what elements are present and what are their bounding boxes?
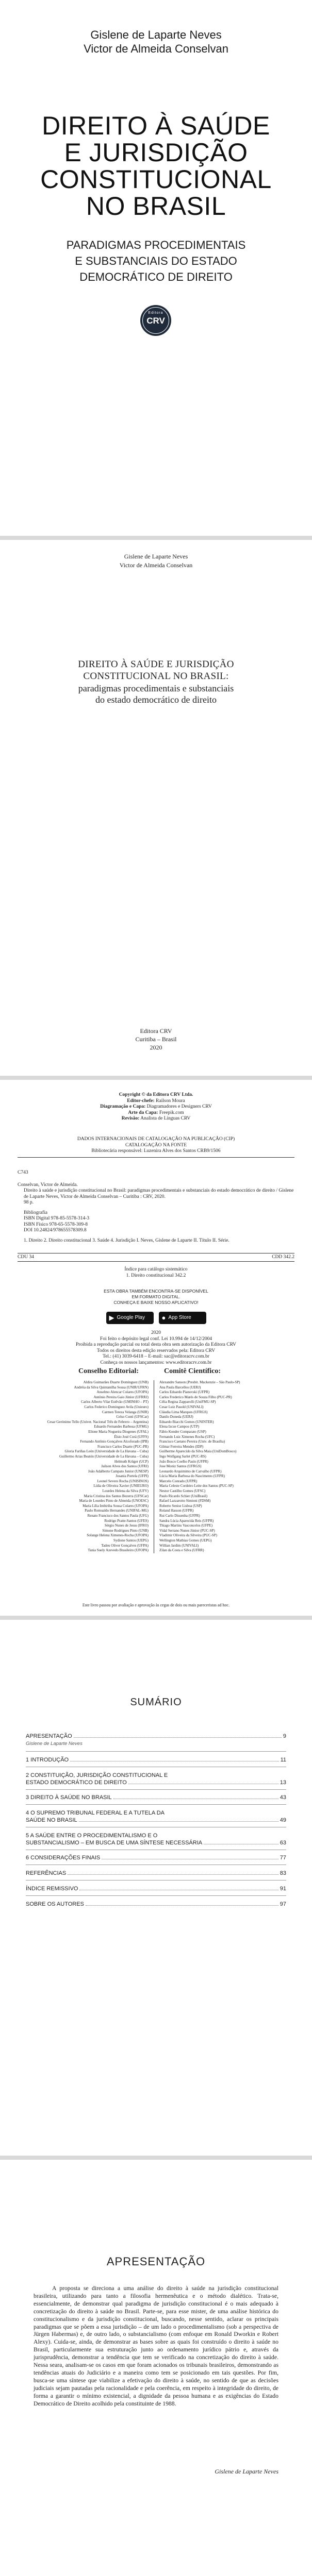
toc-label: 1 INTRODUÇÃO [26, 1757, 69, 1763]
cdu-code: CDU 34 [18, 1255, 34, 1260]
cover-title-line: DIREITO À SAÚDE [42, 111, 270, 140]
toc-item-referencias[interactable] [26, 1870, 286, 1876]
board-member: Maria Celeste Cordeiro Leite dos Santos (PUC-SP) [159, 1484, 234, 1488]
play-icon: ▶ [109, 1314, 114, 1322]
board-member: Zilan da Costa e Silva (UFRR) [159, 1548, 204, 1553]
title-page-subtitle-line: paradigmas procedimentais e substanciais [78, 683, 234, 693]
toc-label: 4 O SUPREMO TRIBUNAL FEDERAL E A TUTELA DA [26, 1810, 165, 1816]
board-member: Carlos Federico Dominguez Avila (Unieuro) [84, 1404, 149, 1409]
toc-label: 6 CONSIDERAÇÕES FINAIS [26, 1855, 101, 1861]
catalog-entry [18, 1170, 294, 1244]
catalog-code: C743 [18, 1170, 28, 1175]
board-member: Rodrigo Pratte-Santos (UFES) [104, 1518, 149, 1523]
title-page-title [0, 658, 312, 682]
summary-title: SUMÁRIO [130, 1697, 182, 1708]
title-page-subtitle [0, 683, 312, 705]
divider [26, 1804, 286, 1805]
board-member: Maria Cristina dos Santos Bezerra (UFSCar) [84, 1494, 149, 1498]
legal-line: Tel.: (41) 3039-6418 – E-mail: sac@editoracrv.com.br [103, 1354, 209, 1359]
toc-item-direito-saude[interactable] [26, 1794, 286, 1801]
board-member: Paulo Romualdo Hernandes (UNIFAL-MG) [85, 1509, 149, 1513]
board-member: Sydione Santos (UEPG) [113, 1538, 149, 1543]
toc-label: ÍNDICE REMISSIVO [26, 1886, 78, 1892]
toc-page: 49 [280, 1817, 286, 1823]
presentation-body: A proposta se direciona a uma análise do direito à saúde na jurisdição constitucional brasileira, utilizando para tanto a filosofia hermenêutica e o método dialético. Trata-se, essencialmente, de demonstrar qual paradigma de jurisdição constitucional é o mais adequado à concretização do direito à saúde no Brasil. Parte-se, para esse mister, de uma análise histórica do constitucionalismo e da jurisdição constitucional, buscando, nesse sentido, aclarar os principais paradigmas que se põem a essa jurisdição – de um lado o procedimentalismo (sob a perspectiva de Jürgen Habermas) e, de outro lado, o substancialismo (com enfoque em Ronald Dworkin e Robert Alexy). Cuida-se, ainda, de demonstrar as bases sobre as quais foi construído o direito à saúde no Brasil, particularmente sua estruturação junto ao ordenamento jurídico pátrio e, através da jurisprudência, demonstrar a tendência que tem se verificado na concretização do direito à saúde. Nessa seara, analisam-se os casos em que foram acionados os tribunais brasileiros, demonstrando as tendências atuais do Judiciário e a maneira como tem se posicionado em tais questões. Por fim, busca-se uma síntese que viabilize a efetivação do direito à saúde, no sentido de que as decisões judiciais sejam pautadas pela racionalidade e pela coerência, em respeito à integridade do direito, de forma a garantir o mínimo existencial, a dignidade da pessoa humana e as exigências do Estado Democrático de Direito acolhido pela constituinte de 1988. [34, 2285, 278, 2407]
board-member: Fábio Konder Comparato (USP) [159, 1429, 206, 1434]
toc-page: 9 [283, 1733, 286, 1739]
toc-leader [70, 1757, 278, 1761]
board-member: Vladimir Oliveira da Silveira (PUC-SP) [159, 1533, 217, 1538]
toc-item-stf[interactable] [26, 1809, 286, 1824]
presentation-signature: Gislene de Laparte Neves [215, 2468, 278, 2475]
google-play-badge[interactable] [106, 1312, 154, 1324]
board-member: Roberto Senise Lisboa (USP) [159, 1503, 202, 1508]
publisher-name: Editora CRV [140, 1027, 172, 1035]
toc-item-apresentacao[interactable] [26, 1733, 286, 1739]
board-member: Lídia de Oliveira Xavier (UNIEURO) [93, 1484, 149, 1488]
summary-page [0, 1620, 312, 2156]
catalog-subjects: 1. Direito 2. Direito constitucional 3. Saúde 4. Jurisdição I. Neves, Gislene de Laparte II. Título II. Série. [24, 1238, 229, 1243]
toc-item-author: Gislene de Laparte Neves [26, 1741, 83, 1747]
toc-item-constituicao[interactable] [26, 1772, 286, 1786]
toc-leader [113, 1795, 278, 1799]
legal-line: Conheça os nossos lançamentos: www.editoracrv.com.br [100, 1360, 212, 1365]
cover-title-line: CONSTITUCIONAL [40, 165, 272, 194]
board-member: Vidal Serrano Nunes Júnior (PUC-SP) [159, 1528, 215, 1533]
toc-label-cont: SUBSTANCIALISMO – EM BUSCA DE UMA SÍNTESE NECESSÁRIA [26, 1840, 203, 1846]
cip-line: CATALOGAÇÃO NA FONTE [125, 1142, 187, 1148]
toc-leader [204, 1840, 278, 1844]
toc-label-cont: ESTADO DEMOCRÁTICO DE DIREITO [26, 1780, 127, 1786]
board-member: Simone Rodrigues Pinto (UNB) [102, 1528, 149, 1533]
toc-page: 13 [280, 1780, 286, 1786]
toc-leader [86, 1902, 278, 1906]
index-line: 1. Direito constitucional 342.2 [126, 1273, 186, 1278]
cover-author: Gislene de Laparte Neves [90, 28, 222, 41]
board-member: Danilo Doneda (UERJ) [159, 1415, 193, 1419]
cover-title-line: NO BRASIL [86, 192, 226, 221]
divider [18, 1157, 294, 1158]
apple-icon: ● [161, 1314, 166, 1322]
board-member: Sandra Lúcia Aparecida Reis (UFPR) [159, 1518, 214, 1523]
copyright-page [0, 1080, 312, 1616]
cover-subtitle-line: PARADIGMAS PROCEDIMENTAIS [66, 239, 246, 251]
toc-item-autores[interactable] [26, 1901, 286, 1907]
ebook-line: CONHEÇA E BAIXE NOSSO APLICATIVO! [113, 1300, 199, 1305]
legal-line: 2020 [151, 1330, 161, 1335]
board-member: Sérgio Nunes de Jesus (IFRO) [104, 1523, 149, 1528]
app-store-label: App Store [168, 1315, 191, 1321]
board-member: Thiago Martins Vasconcelos (UFPE) [159, 1523, 213, 1528]
publication-year: 2020 [150, 1044, 162, 1051]
title-page-publisher [0, 1027, 312, 1052]
board-member: Célia Regina Zapparolli (UniFMU-SP) [159, 1400, 216, 1404]
board-member: Celso Conti (UFSCar) [116, 1415, 149, 1419]
board-member: Alexandre Sanson (Presbit. Mackenzie – São Paulo-SP) [159, 1380, 240, 1384]
index-line: Índice para catálogo sistemático [124, 1267, 188, 1272]
board-member: Cesar Gerónimo Tello (Univer. Nacional Três de Febrero – Argentina) [47, 1419, 149, 1424]
credits-block [0, 1092, 312, 1122]
toc-item-introducao[interactable] [26, 1757, 286, 1763]
board-member: Carlos Frederico Marés de Souza Filho (PUC-PR) [159, 1395, 232, 1399]
divider [18, 1261, 294, 1262]
board-member: Aldira Guimarães Duarte Domínguez (UNB) [83, 1380, 149, 1384]
credit-line: Revisão: Analista de Línguas CRV [121, 1116, 191, 1121]
board-member: Lúcia Maria Barbosa do Nascimento (UFPR) [159, 1474, 225, 1479]
board-member: Rui Carlo Dissenha (UFPR) [159, 1514, 200, 1518]
board-member: Gilmar Ferreira Mendes (IDP) [159, 1444, 204, 1449]
isbn-physical: ISBN Físico 978-65-5578-309-8 [24, 1222, 88, 1227]
toc-label: APRESENTAÇÃO [26, 1733, 72, 1739]
board-member: Tania Suely Azevedo Brasileiro (UFOPA) [88, 1548, 149, 1553]
board-member: Tadeu Oliver Gonçalves (UFPA) [101, 1543, 149, 1548]
board-member: Paulo Ricardo Schier (UniBrasil) [159, 1494, 208, 1498]
editorial-board-heading: Conselho Editorial: [78, 1367, 139, 1375]
cover-title-line: E JURISDIÇÃO [64, 138, 248, 167]
board-member: Guilherme Aparecido da Silva Maia (UniDomBosco) [159, 1449, 237, 1454]
board-member: João Bosco Coelho Pasin (UFPR) [159, 1459, 208, 1464]
board-member: Anselmo Alencar Colares (UFOPA) [96, 1390, 149, 1395]
board-member: Rafael Lazzarotto Simioni (FDSM) [159, 1499, 211, 1503]
board-member: Antônio Pereira Gaio Júnior (UFRRJ) [93, 1395, 149, 1399]
board-member: Carlos Eduardo Pianovski (UFPR) [159, 1390, 210, 1395]
board-member: Ana Paula Barcellos (UERJ) [159, 1385, 201, 1389]
publisher-city: Curitiba – Brasil [135, 1036, 177, 1043]
editorial-board-list [18, 1380, 154, 1553]
board-member: Roland Hasson (UFPR) [159, 1509, 194, 1513]
title-page-author: Gislene de Laparte Neves [124, 553, 188, 560]
divider [26, 1895, 286, 1896]
board-member: Elena Izcue Campos (UTP) [159, 1425, 200, 1429]
board-member: Leonel Severo Rocha (UNISINOS) [97, 1479, 149, 1483]
toc-page: 83 [280, 1870, 286, 1876]
toc-page: 43 [280, 1794, 286, 1801]
credit-line: Arte da Capa: Freepik.com [128, 1110, 184, 1115]
ebook-line: ESTA OBRA TAMBÉM ENCONTRA-SE DISPONÍVEL [104, 1289, 208, 1294]
board-member: Eduardo Biacchi Gomes (UNINTER) [159, 1419, 214, 1424]
toc-leader [79, 1886, 278, 1890]
board-member: Gloria Fariñas León (Universidade de La Havana – Cuba) [64, 1449, 149, 1454]
toc-leader [128, 1780, 278, 1784]
legal-line: Proibida a reprodução parcial ou total desta obra sem autorização da Editora CRV [75, 1342, 237, 1347]
board-member: Helmuth Krüger (UCP) [114, 1459, 149, 1464]
ebook-notice [0, 1289, 312, 1306]
classification-codes [18, 1255, 294, 1261]
toc-label: 3 DIREITO À SAÚDE NO BRASIL [26, 1794, 112, 1801]
cover-title [0, 112, 312, 219]
board-member: Carmen Tereza Velanga (UNIR) [102, 1410, 149, 1414]
divider [26, 1751, 286, 1752]
board-member: João Adalberto Campato Junior (UNESP) [88, 1469, 149, 1473]
cip-header [0, 1137, 312, 1155]
cover-authors [0, 28, 312, 56]
cover-subtitle-line: DEMOCRÁTICO DE DIREITO [79, 270, 233, 283]
title-page-title-line: DIREITO À SAÚDE E JURISDIÇÃO [78, 659, 234, 670]
credit-line: Editor-chefe: Railson Moura [127, 1098, 185, 1104]
legal-notice [0, 1330, 312, 1366]
toc-label-cont: SAÚDE NO BRASIL [26, 1817, 77, 1823]
toc-leader [102, 1855, 278, 1859]
toc-page: 63 [280, 1840, 286, 1846]
google-play-label: Google Play [117, 1315, 145, 1321]
toc-leader [74, 1734, 282, 1738]
board-member: Lourdes Helena da Silva (UFV) [102, 1489, 149, 1494]
toc-page: 91 [280, 1886, 286, 1892]
presentation-page [0, 2160, 312, 2576]
board-member: Jose Moniz Santos (UFRGS) [159, 1464, 202, 1469]
scientific-committee-heading: Comitê Científico: [164, 1367, 221, 1375]
toc-label: 2 CONSTITUIÇÃO, JURISDIÇÃO CONSTITUCIONAL E [26, 1772, 168, 1778]
cip-line: Bibliotecária responsável: Luzenira Alves dos Santos CRB9/1506 [91, 1148, 221, 1154]
board-member: Jailson Alves dos Santos (UFRJ) [101, 1464, 149, 1469]
board-member: Renato Francisco dos Santos Paula (UFG) [87, 1514, 149, 1518]
title-page-title-line: CONSTITUCIONAL NO BRASIL: [83, 671, 229, 682]
board-member: Cláudia Lima Marques (UFRGS) [159, 1410, 208, 1414]
board-member: Leonardo Arquimimo de Carvalho (UFPR) [159, 1469, 222, 1473]
presentation-title: APRESENTAÇÃO [106, 2255, 206, 2268]
board-member: Josania Portela (UFPI) [116, 1474, 149, 1479]
cover-subtitle-line: E SUBSTANCIAIS DO ESTADO [75, 255, 237, 267]
logo-main-text: CRV [146, 316, 165, 326]
publisher-logo [140, 305, 171, 336]
boards [18, 1380, 294, 1553]
credit-line: Copyright © da Editora CRV Ltda. [119, 1092, 193, 1097]
toc-label: 5 A SAÚDE ENTRE O PROCEDIMENTALISMO E O [26, 1833, 158, 1839]
board-member: Elione Maria Nogueira Diogenes (UFAL) [88, 1429, 149, 1434]
toc-leader [68, 1871, 278, 1875]
toc-label: SOBRE OS AUTORES [26, 1901, 84, 1907]
toc-leader [79, 1818, 278, 1822]
legal-line: Todos os direitos desta edição reservados pela: Editora CRV [96, 1348, 216, 1353]
toc-item-indice[interactable] [26, 1886, 286, 1892]
title-page-authors [0, 552, 312, 570]
board-member: Willian Jardim (UNIVALI) [159, 1543, 199, 1548]
cover-subtitle [0, 237, 312, 285]
board-member: Eduardo Fernandes Barbosa (UFMG) [94, 1425, 149, 1429]
peer-review-note: Este livro passou por avaliação e aprovação às cegas de dois ou mais pareceristas ad hoc. [82, 1603, 230, 1607]
board-member: Cesar Luiz Pasold (UNIVALI) [159, 1404, 204, 1409]
catalog-pages: 98 p. [24, 1200, 34, 1205]
board-member: Wellington Mathias Gomes (UEPG) [159, 1538, 212, 1543]
board-member: Maria Lília Imbiriba Sousa Colares (UFOPA) [83, 1503, 149, 1508]
app-store-badges [0, 1312, 312, 1324]
biblio-line: Bibliografia [24, 1210, 47, 1215]
logo-top-text: Editora [148, 311, 163, 315]
title-page [0, 540, 312, 1076]
divider [26, 1789, 286, 1790]
board-member: Andréia da Silva Quintanilha Sousa (UNIR/UFRN) [74, 1385, 149, 1389]
board-member: Élsio José Corá (UFFS) [114, 1434, 149, 1439]
toc-page: 77 [280, 1855, 286, 1861]
toc-page: 97 [280, 1901, 286, 1907]
board-member: Guillermo Arias Beatón (Universidade de La Havana – Cuba) [59, 1454, 149, 1459]
board-member: Francisco Carlos Duarte (PUC-PR) [97, 1444, 149, 1449]
title-page-author: Victor de Almeida Conselvan [119, 562, 193, 569]
board-member: Fernando Luiz Ximenes Rocha (UFC) [159, 1434, 215, 1439]
board-member: Marcelo Conrado (UFPR) [159, 1479, 198, 1483]
toc-page: 11 [280, 1757, 286, 1763]
board-member: Fernando Antônio Gonçalves Alcoforado (IPB) [80, 1439, 149, 1444]
legal-line: Foi feito o depósito legal conf. Lei 10.994 de 14/12/2004 [100, 1336, 212, 1342]
toc-item-procedimentalismo[interactable] [26, 1832, 286, 1846]
isbn-digital: ISBN Digital 978-85-5578-314-3 [24, 1216, 90, 1221]
app-store-badge[interactable] [159, 1312, 206, 1324]
board-member: Carlos Alberto Vilar Estêvão (UMINHO – PT) [81, 1400, 149, 1404]
board-member: Nestor Castilho Gomes (UFSC) [159, 1489, 206, 1494]
toc-item-consideracoes[interactable] [26, 1855, 286, 1861]
cip-line: DADOS INTERNACIONAIS DE CATALOGAÇÃO NA PUBLICAÇÃO (CIP) [77, 1137, 235, 1142]
cdd-code: CDD 342.2 [272, 1255, 294, 1260]
cover-author: Victor de Almeida Conselvan [84, 42, 228, 55]
board-member: Maria de Lourdes Pinto de Almeida (UNOESC) [79, 1499, 149, 1503]
book-cover [0, 0, 312, 536]
catalog-title: Direito à saúde e jurisdição constitucional no Brasil: paradigmas procedimentais e substanciais do estado democrático de direito / Gislene de Laparte Neves, Victor de Almeida Conselvan – Curitiba : CRV, 2020. [24, 1188, 294, 1199]
toc-label: REFERÊNCIAS [26, 1870, 67, 1876]
catalog-author: Conselvan, Victor de Almeida. [18, 1182, 78, 1188]
board-member: Solange Helena Ximenes-Rocha (UFOPA) [87, 1533, 149, 1538]
systematic-index [0, 1267, 312, 1279]
scientific-committee-list [154, 1380, 294, 1553]
ebook-line: EM FORMATO DIGITAL. [132, 1294, 180, 1299]
doi: DOI 10.24824/978655578309.8 [24, 1228, 87, 1233]
board-member: Francisco Caetano Pereira (Univ. de Brasília) [159, 1439, 225, 1444]
title-page-subtitle-line: do estado democrático de direito [95, 694, 217, 705]
credit-line: Diagramação e Capa: Diagramadores e Designers CRV [100, 1104, 212, 1109]
board-member: Ingo Wolfgang Sarlet (PUC-RS) [159, 1454, 206, 1459]
